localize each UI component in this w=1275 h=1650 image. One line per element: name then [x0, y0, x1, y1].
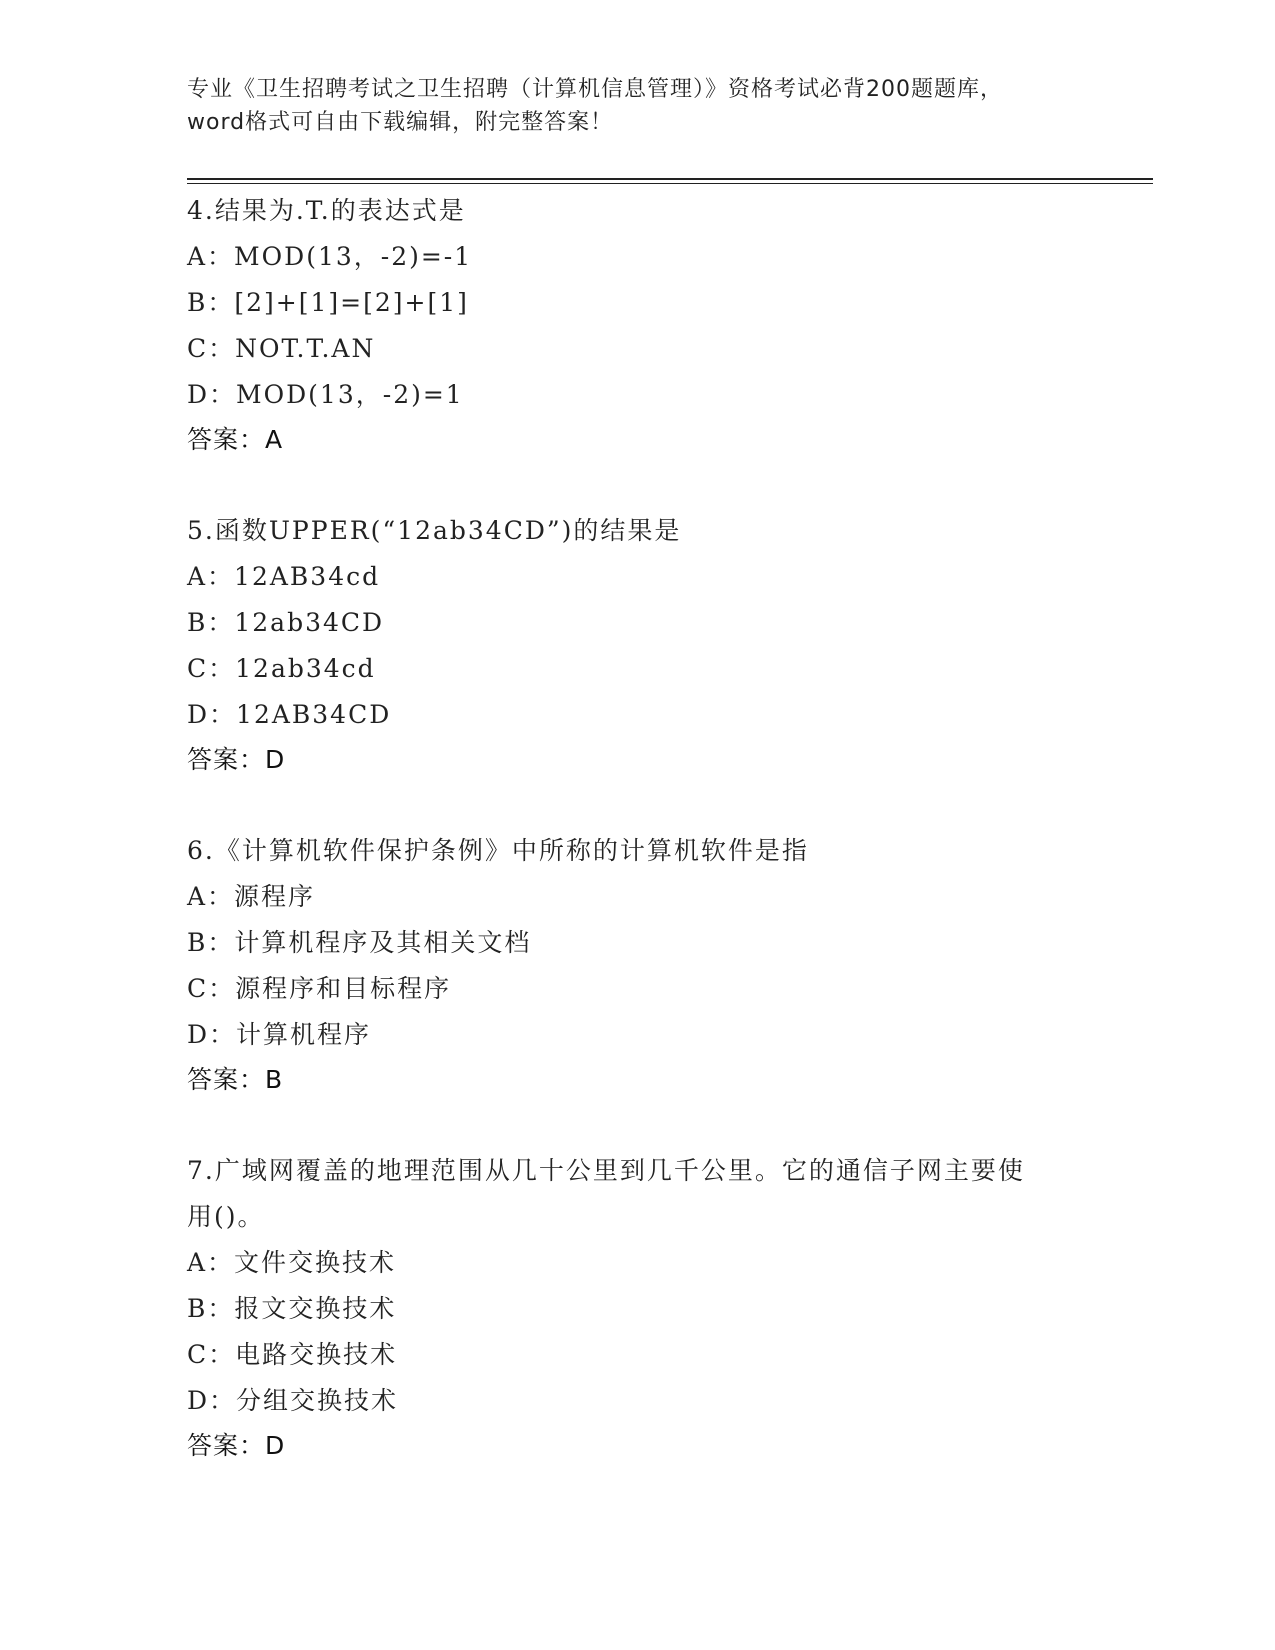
answer-line: 答案：D: [187, 1431, 286, 1460]
question-stem: 4.结果为.T.的表达式是: [187, 196, 466, 225]
option-d: D：MOD(13，-2)=1: [187, 380, 464, 409]
option-c: C：源程序和目标程序: [187, 974, 452, 1003]
question-item: [187, 1148, 1147, 1468]
header-line-1: 专业《卫生招聘考试之卫生招聘（计算机信息管理）》资格考试必背200题题库，: [187, 77, 1003, 102]
option-b: B：计算机程序及其相关文档: [187, 928, 532, 957]
option-a: A：源程序: [187, 882, 316, 911]
option-d: D：分组交换技术: [187, 1386, 399, 1415]
question-item: [187, 508, 1147, 782]
option-c: C：电路交换技术: [187, 1340, 398, 1369]
question-item: [187, 188, 1147, 462]
option-b: B：报文交换技术: [187, 1294, 397, 1323]
option-d: D：计算机程序: [187, 1020, 372, 1049]
option-a: A：MOD(13，-2)=-1: [187, 242, 473, 271]
header-line-2: word格式可自由下载编辑，附完整答案！: [187, 110, 614, 135]
question-list: [187, 188, 1147, 1514]
header-divider-thin: [187, 183, 1153, 184]
answer-line: 答案：B: [187, 1065, 284, 1094]
option-b: B：[2]+[1]=[2]+[1]: [187, 288, 469, 317]
option-d: D：12AB34CD: [187, 700, 392, 729]
question-stem: 7.广域网覆盖的地理范围从几十公里到几千公里。它的通信子网主要使用()。: [187, 1156, 1025, 1231]
header-divider-thick: [187, 178, 1153, 180]
answer-line: 答案：A: [187, 425, 284, 454]
document-header: [187, 73, 1087, 139]
option-c: C：12ab34cd: [187, 654, 376, 683]
question-stem: 6.《计算机软件保护条例》中所称的计算机软件是指: [187, 836, 809, 865]
option-c: C：NOT.T.AN: [187, 334, 376, 363]
answer-line: 答案：D: [187, 745, 286, 774]
option-b: B：12ab34CD: [187, 608, 385, 637]
option-a: A：12AB34cd: [187, 562, 381, 591]
question-stem: 5.函数UPPER(“12ab34CD”)的结果是: [187, 516, 682, 545]
question-item: [187, 828, 1147, 1102]
option-a: A：文件交换技术: [187, 1248, 397, 1277]
